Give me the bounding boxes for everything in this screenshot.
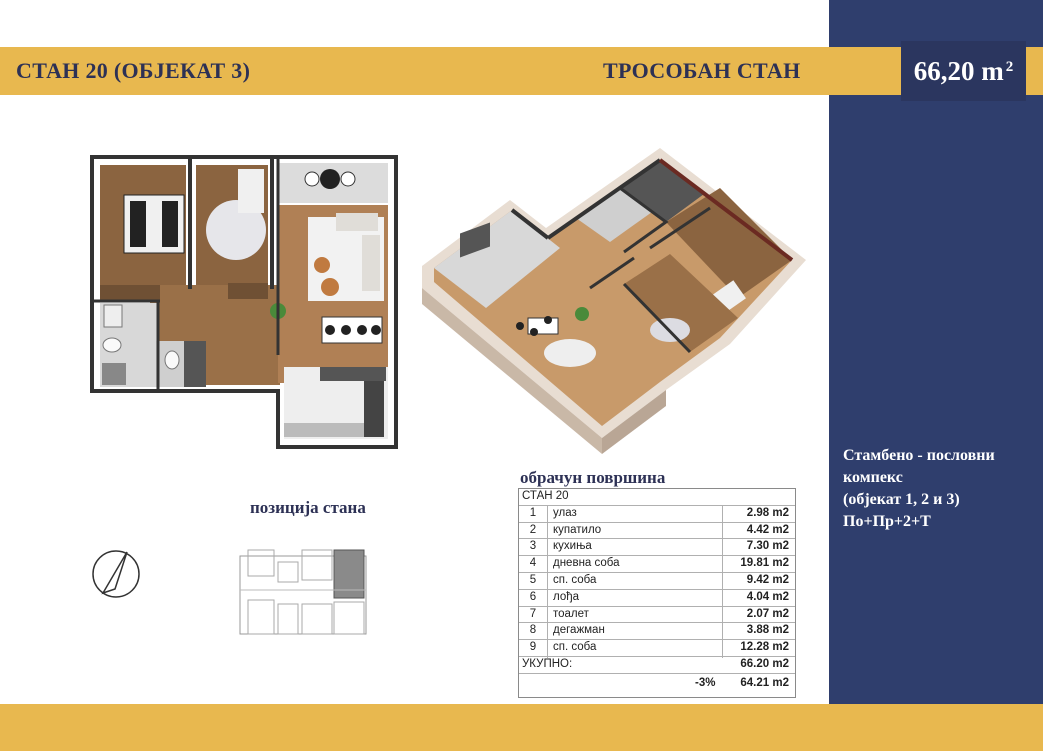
row-value: 4.42 m2 (746, 523, 789, 536)
isometric-view (420, 148, 810, 460)
row-label: тоалет (553, 607, 589, 620)
table-row (519, 556, 795, 573)
row-label: дегажман (553, 624, 605, 637)
area-badge (901, 41, 1026, 101)
table-row (519, 573, 795, 590)
north-compass-icon (91, 549, 141, 599)
area-unit-sup: 2 (1005, 58, 1014, 75)
area-table (518, 488, 796, 698)
right-panel (829, 0, 1043, 751)
table-row (519, 640, 795, 657)
footer-band (0, 704, 1043, 751)
total-value: 66.20 m2 (740, 658, 789, 670)
area-calc-title: обрачун површина (520, 468, 666, 487)
row-number: 8 (529, 624, 537, 637)
complex-line-1: Стамбено - пословни (843, 447, 995, 464)
table-row (519, 539, 795, 556)
table-row (519, 506, 795, 523)
apartment-type: ТРОСОБАН СТАН (603, 58, 801, 83)
row-label: купатило (553, 523, 602, 536)
table-row (519, 523, 795, 540)
position-title: позиција стана (250, 498, 366, 517)
complex-line-3: (објекат 1, 2 и 3) (843, 491, 960, 508)
row-number: 1 (529, 506, 537, 519)
row-number: 6 (529, 590, 537, 603)
row-value: 2.98 m2 (746, 506, 789, 519)
row-number: 4 (529, 557, 537, 570)
table-row (519, 590, 795, 607)
row-label: сп. соба (553, 641, 597, 654)
table-row (519, 623, 795, 640)
area-value: 66,20 m (913, 55, 1004, 86)
row-label: кухиња (553, 540, 592, 553)
row-number: 7 (529, 607, 537, 620)
complex-description (843, 445, 1033, 533)
row-value: 19.81 m2 (740, 557, 789, 570)
table-head-row (519, 489, 795, 506)
table-reduced-row (519, 675, 795, 695)
row-number: 3 (529, 540, 537, 553)
complex-line-2: компекс (843, 469, 903, 486)
table-row (519, 607, 795, 624)
row-value: 7.30 m2 (746, 540, 789, 553)
row-value: 2.07 m2 (746, 607, 789, 620)
row-value: 12.28 m2 (740, 641, 789, 654)
apartment-title: СТАН 20 (ОБЈЕКАТ 3) (16, 58, 251, 83)
reduced-percent: -3% (695, 677, 716, 689)
row-number: 9 (529, 641, 537, 654)
building-key-plan (238, 548, 368, 640)
row-label: лођа (553, 590, 580, 603)
complex-line-4: По+Пр+2+Т (843, 513, 931, 530)
floor-plan (90, 155, 398, 450)
table-head: СТАН 20 (522, 490, 569, 502)
row-number: 2 (529, 523, 537, 536)
row-value: 3.88 m2 (746, 624, 789, 637)
row-label: сп. соба (553, 574, 597, 586)
table-total-row (519, 657, 795, 674)
reduced-value: 64.21 m2 (740, 677, 789, 689)
row-value: 9.42 m2 (746, 574, 789, 586)
row-value: 4.04 m2 (746, 590, 789, 603)
row-label: улаз (553, 506, 577, 519)
row-label: дневна соба (553, 557, 620, 570)
row-number: 5 (529, 574, 537, 586)
total-label: УКУПНО: (522, 658, 573, 670)
